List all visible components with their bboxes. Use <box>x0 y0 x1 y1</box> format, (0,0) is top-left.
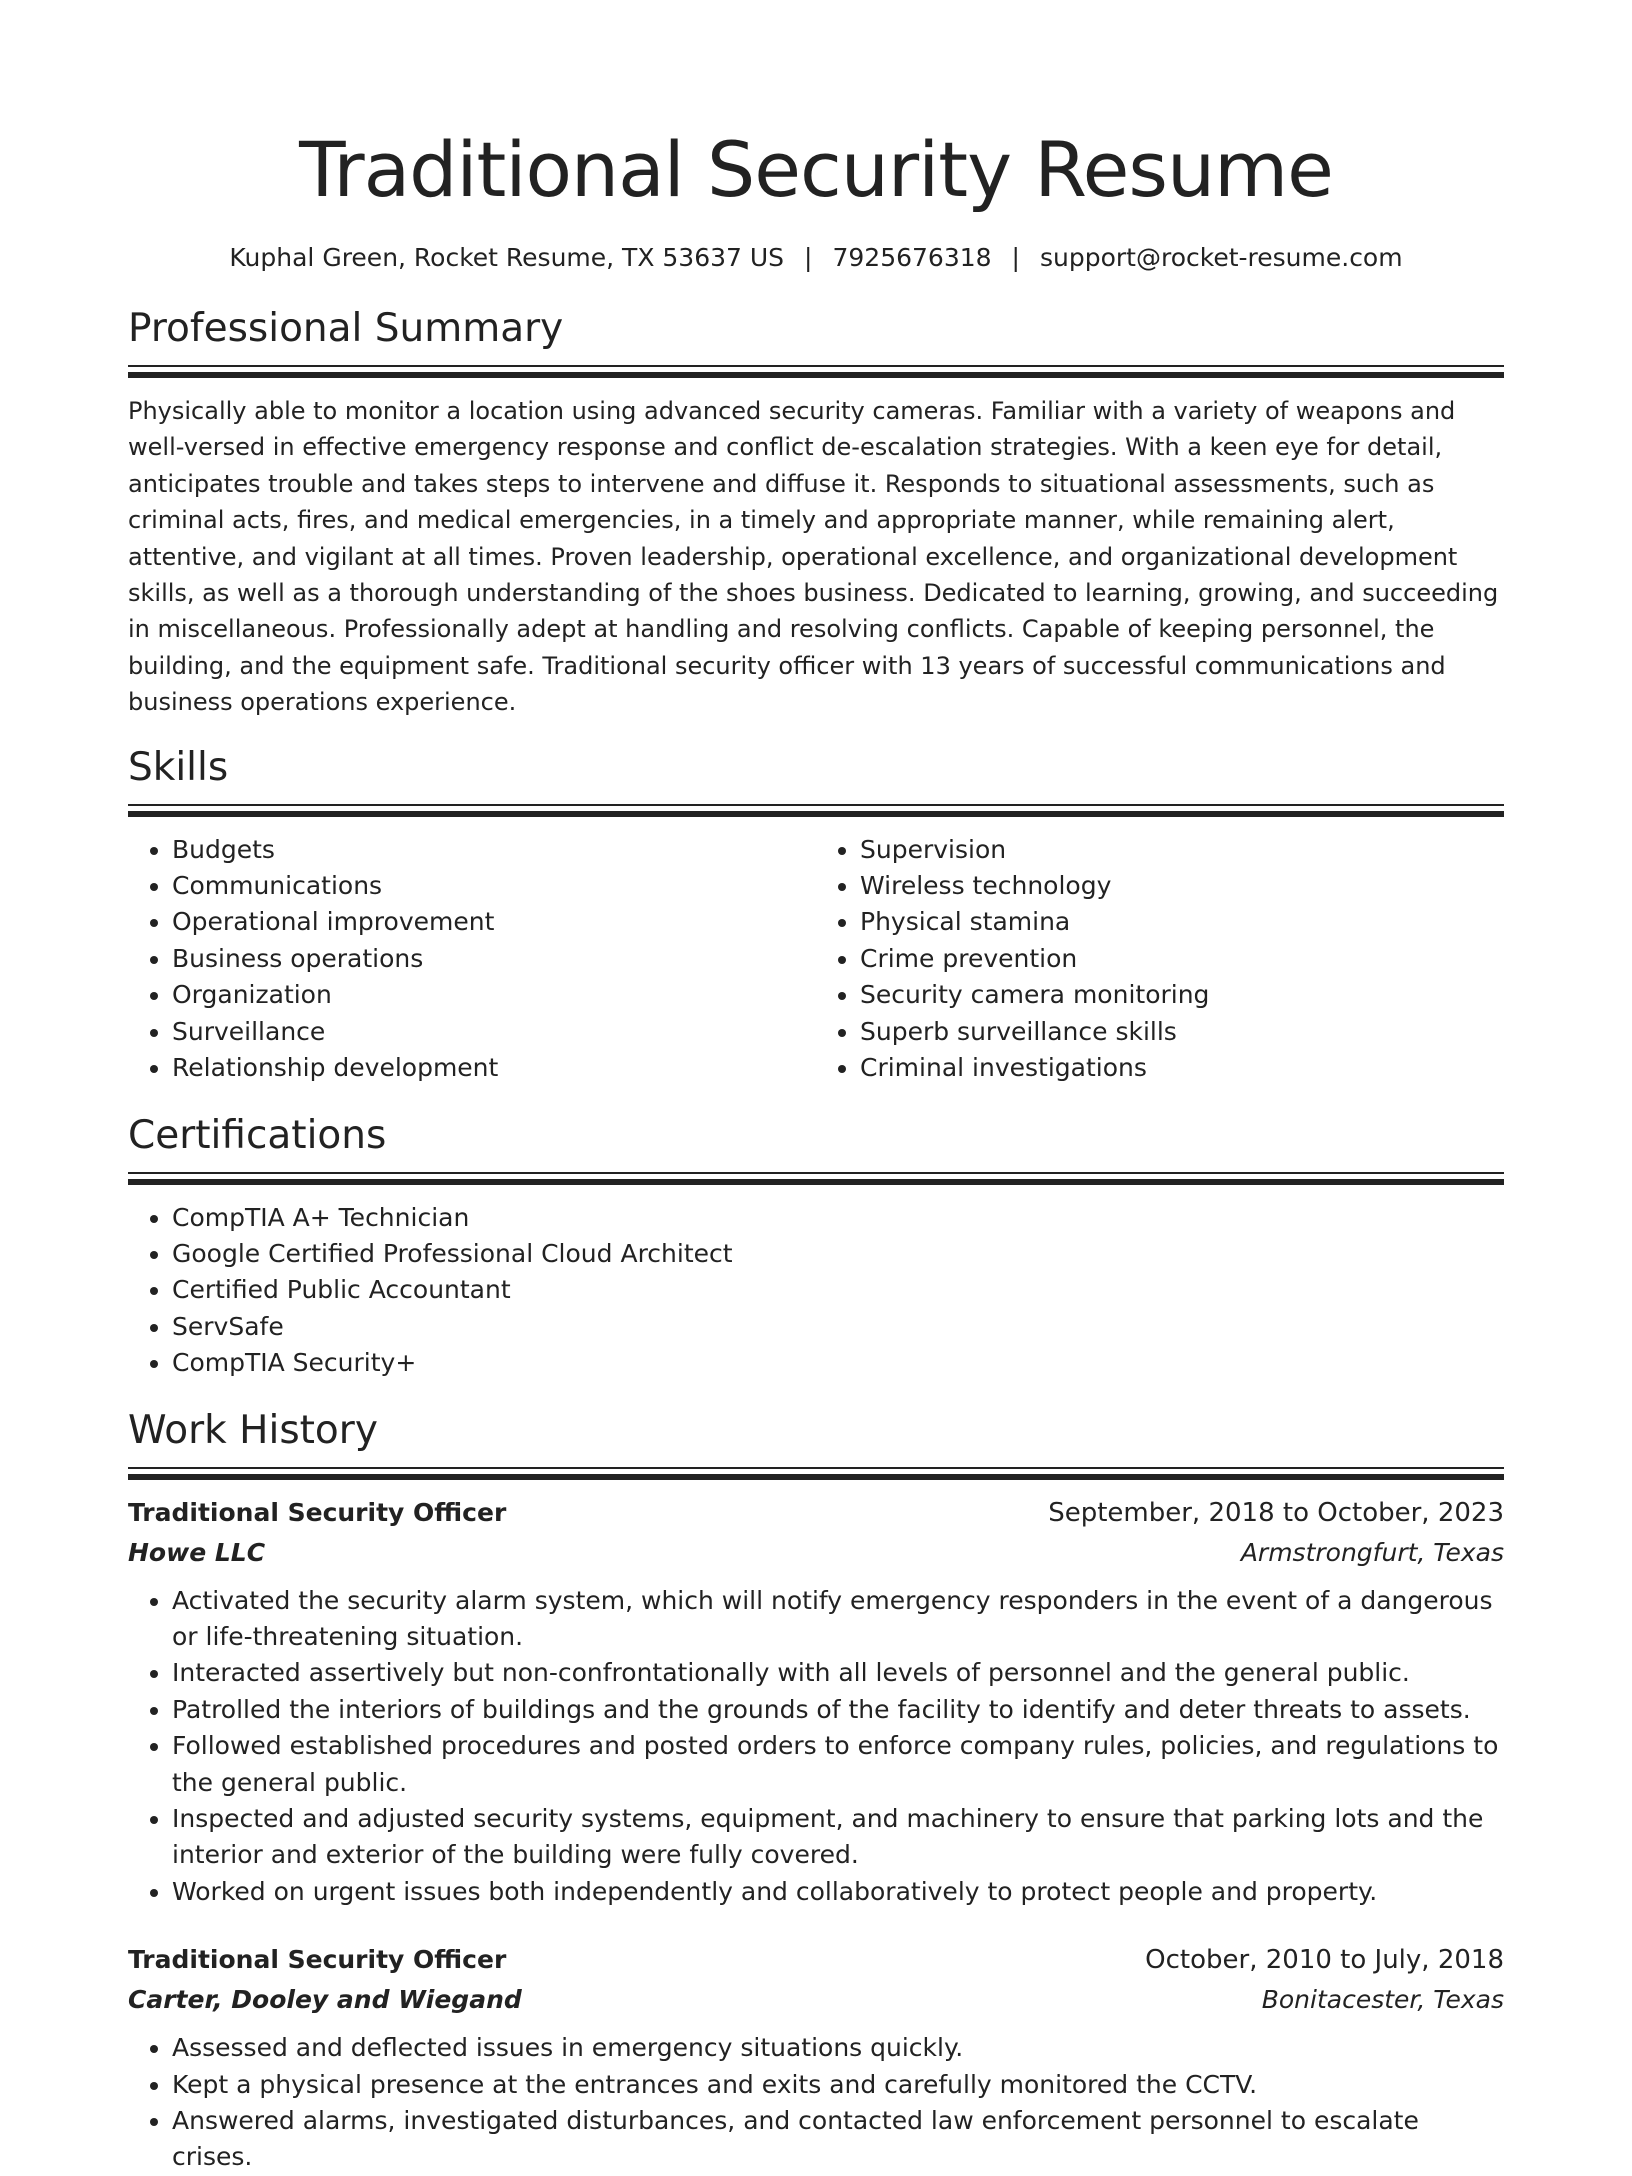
section-heading-skills: Skills <box>128 744 229 790</box>
skill-item: • Budgets <box>172 832 816 868</box>
skills-grid <box>128 832 1504 1087</box>
job-company: Howe LLC <box>128 1537 266 1567</box>
job-duty: • Activated the security alarm system, which will notify emergency responders in the event of a dangerous or life-threatening situation. <box>172 1583 1504 1656</box>
summary-section <box>128 304 1504 721</box>
section-heading-summary: Professional Summary <box>128 306 564 351</box>
job-duties-list <box>128 2030 1504 2176</box>
job-entry <box>128 1493 1504 1911</box>
contact-separator: | <box>804 243 813 272</box>
contact-line <box>128 242 1504 274</box>
job-company: Carter, Dooley and Wiegand <box>128 1985 522 2015</box>
certification-item: • ServSafe <box>172 1309 1504 1345</box>
job-title: Traditional Security Officer <box>128 1945 507 1975</box>
job-dates: October, 2010 to July, 2018 <box>1145 1945 1504 1976</box>
skill-item: • Supervision <box>860 832 1504 868</box>
work-history-section <box>128 1406 1504 2176</box>
job-header <box>128 1940 1504 1980</box>
skill-item: • Organization <box>172 977 816 1013</box>
contact-separator: | <box>1011 243 1020 272</box>
section-divider <box>128 1467 1504 1481</box>
skill-item: • Criminal investigations <box>860 1050 1504 1086</box>
certifications-list <box>128 1200 1504 1382</box>
resume-title: Traditional Security Resume <box>299 125 1333 214</box>
skill-item: • Crime prevention <box>860 941 1504 977</box>
job-header <box>128 1493 1504 1533</box>
contact-phone: 7925676318 <box>832 243 992 272</box>
skills-left-list <box>128 832 816 1087</box>
contact-email: support@rocket-resume.com <box>1039 243 1403 272</box>
contact-address: Kuphal Green, Rocket Resume, TX 53637 US <box>229 243 785 272</box>
job-duty: • Inspected and adjusted security systems, equipment, and machinery to ensure that parking lots and the interior and exterior of the building were fully covered. <box>172 1801 1504 1874</box>
job-location: Bonitacester, Texas <box>1261 1985 1504 2015</box>
job-duty: • Kept a physical presence at the entrances and exits and carefully monitored the CCTV. <box>172 2067 1504 2103</box>
skill-item: • Security camera monitoring <box>860 977 1504 1013</box>
job-duty: • Followed established procedures and posted orders to enforce company rules, policies, and regulations to the general public. <box>172 1728 1504 1801</box>
certification-item: • CompTIA A+ Technician <box>172 1200 1504 1236</box>
job-entry <box>128 1940 1504 2176</box>
section-heading-work-history: Work History <box>128 1407 378 1453</box>
job-subheader <box>128 1533 1504 1573</box>
job-duty: • Worked on urgent issues both independently and collaboratively to protect people and property. <box>172 1874 1504 1910</box>
job-dates: September, 2018 to October, 2023 <box>1048 1497 1504 1528</box>
job-duty: • Assessed and deflected issues in emergency situations quickly. <box>172 2030 1504 2066</box>
certification-item: • Certified Public Accountant <box>172 1272 1504 1308</box>
job-subheader <box>128 1980 1504 2020</box>
skill-item: • Communications <box>172 868 816 904</box>
job-duty: • Answered alarms, investigated disturbances, and contacted law enforcement personnel to escalate crises. <box>172 2103 1504 2176</box>
skill-item: • Surveillance <box>172 1014 816 1050</box>
skills-right-list <box>816 832 1504 1087</box>
section-heading-certifications: Certifications <box>128 1112 387 1158</box>
job-duty: • Interacted assertively but non-confrontationally with all levels of personnel and the general public. <box>172 1655 1504 1691</box>
skill-item: • Operational improvement <box>172 904 816 940</box>
skills-section <box>128 743 1504 1087</box>
section-divider <box>128 365 1504 379</box>
job-duties-list <box>128 1583 1504 1911</box>
section-divider <box>128 804 1504 818</box>
skill-item: • Wireless technology <box>860 868 1504 904</box>
skill-item: • Relationship development <box>172 1050 816 1086</box>
certification-item: • Google Certified Professional Cloud Architect <box>172 1236 1504 1272</box>
skill-item: • Physical stamina <box>860 904 1504 940</box>
job-location: Armstrongfurt, Texas <box>1240 1537 1504 1567</box>
skill-item: • Business operations <box>172 941 816 977</box>
section-divider <box>128 1172 1504 1186</box>
summary-text: Physically able to monitor a location using advanced security cameras. Familiar with a variety of weapons and well-versed in effective emergency response and conflict de-escalation strategies. With a keen eye for detail, anticipates trouble and takes steps to intervene and diffuse it. Responds to situational assessments, such as criminal acts, fires, and medical emergencies, in a timely and appropriate manner, while remaining alert, attentive, and vigilant at all times. Proven leadership, operational excellence, and organizational development skills, as well as a thorough understanding of the shoes business. Dedicated to learning, growing, and succeeding in miscellaneous. Professionally adept at handling and resolving conflicts. Capable of keeping personnel, the building, and the equipment safe. Traditional security officer with 13 years of successful communications and business operations experience. <box>128 397 1499 717</box>
certification-item: • CompTIA Security+ <box>172 1345 1504 1381</box>
skill-item: • Superb surveillance skills <box>860 1014 1504 1050</box>
job-title: Traditional Security Officer <box>128 1497 507 1527</box>
certifications-section <box>128 1111 1504 1382</box>
job-duty: • Patrolled the interiors of buildings and the grounds of the facility to identify and deter threats to assets. <box>172 1692 1504 1728</box>
